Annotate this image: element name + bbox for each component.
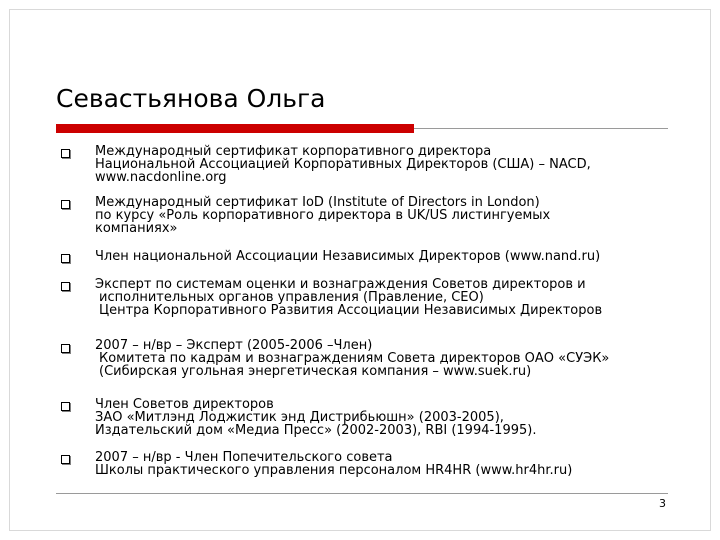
bullet-item-board-expert — [95, 278, 685, 317]
slide-title: Севастьянова Ольга — [56, 84, 326, 113]
hollow-square-bullet-icon — [61, 344, 70, 353]
hollow-square-bullet-icon — [61, 282, 70, 291]
bullet-line: 2007 – н/вр - Член Попечительского совета — [95, 450, 393, 465]
bullet-line: компаниях» — [95, 221, 178, 236]
footer-rule — [56, 493, 668, 494]
bullet-line: ЗАО «Митлэнд Лоджистик энд Дистрибьюшн» (2003-2005), — [95, 410, 504, 425]
bullet-line: Международный сертификат IoD (Institute of Directors in London) — [95, 195, 540, 210]
bullet-line: Международный сертификат корпоративного директора — [95, 144, 492, 159]
bullet-line: Член национальной Ассоциации Независимых Директоров (www.nand.ru) — [95, 249, 601, 264]
bullet-line: Центра Корпоративного Развития Ассоциации Независимых Директоров — [99, 303, 603, 318]
bullet-item-iod-certificate — [95, 196, 685, 235]
bullet-line: www.nacdonline.org — [95, 170, 227, 185]
hollow-square-bullet-icon — [61, 200, 70, 209]
bullet-line: исполнительных органов управления (Правление, CEO) — [99, 290, 484, 305]
hollow-square-bullet-icon — [61, 402, 70, 411]
bullet-line: Издательский дом «Медиа Пресс» (2002-2003), RBI (1994-1995). — [95, 423, 537, 438]
bullet-item-nand-member — [95, 250, 685, 263]
bullet-item-nacd-certificate — [95, 145, 685, 184]
hollow-square-bullet-icon — [61, 455, 70, 464]
bullet-line: (Сибирская угольная энергетическая компания – www.suek.ru) — [99, 364, 532, 379]
hollow-square-bullet-icon — [61, 254, 70, 263]
bullet-line: Комитета по кадрам и вознаграждениям Совета директоров ОАО «СУЭК» — [99, 351, 610, 366]
bullet-line: Национальной Ассоциацией Корпоративных Директоров (США) – NACD, — [95, 157, 591, 172]
title-underline-red-bar — [56, 124, 414, 133]
bullet-line: 2007 – н/вр – Эксперт (2005-2006 –Член) — [95, 338, 373, 353]
hollow-square-bullet-icon — [61, 149, 70, 158]
page-number: 3 — [659, 497, 666, 510]
bullet-item-hr4hr-trustee — [95, 451, 685, 477]
bullet-line: по курсу «Роль корпоративного директора в UK/US листингуемых — [95, 208, 551, 223]
bullet-item-suek-committee — [95, 339, 685, 378]
bullet-item-board-member — [95, 398, 685, 437]
title-underline — [56, 124, 668, 133]
bullet-line: Член Советов директоров — [95, 397, 274, 412]
bullet-line: Школы практического управления персоналом HR4HR (www.hr4hr.ru) — [95, 463, 573, 478]
bullet-line: Эксперт по системам оценки и вознаграждения Советов директоров и — [95, 277, 586, 292]
